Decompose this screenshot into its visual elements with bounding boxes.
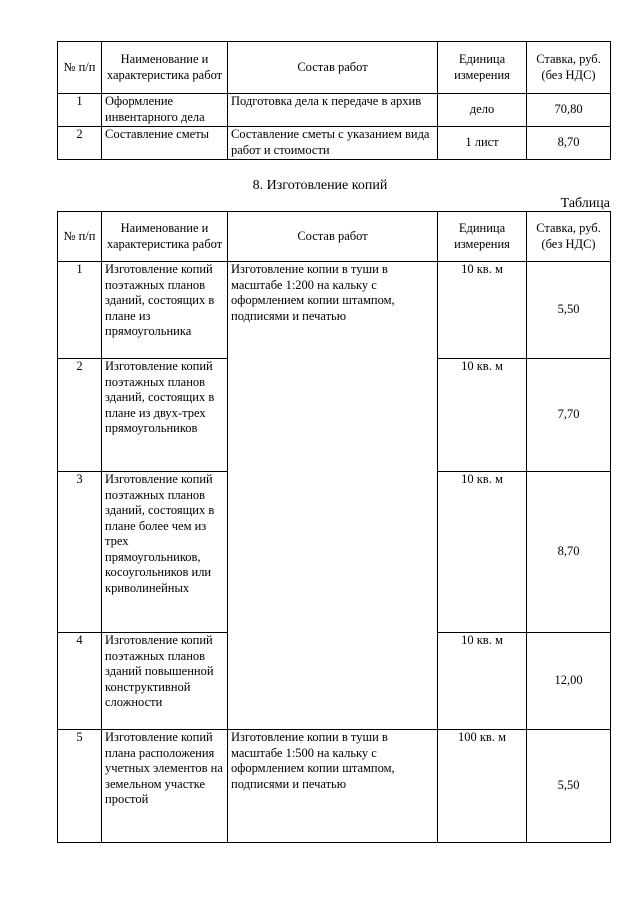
header-name: Наименование и характеристика работ	[102, 42, 228, 94]
cell-name: Составление сметы	[102, 127, 228, 160]
cell-unit: 10 кв. м	[438, 359, 527, 472]
cell-unit: 100 кв. м	[438, 730, 527, 843]
table-label: Таблица	[560, 196, 610, 211]
table-row	[58, 127, 611, 160]
cell-num: 1	[58, 262, 102, 359]
header-composition: Состав работ	[228, 212, 438, 262]
rates-table-1	[57, 41, 611, 160]
table-row	[58, 262, 611, 359]
cell-unit: 10 кв. м	[438, 633, 527, 730]
cell-num: 1	[58, 94, 102, 127]
cell-rate: 5,50	[527, 262, 611, 359]
header-composition: Состав работ	[228, 42, 438, 94]
cell-unit: дело	[438, 94, 527, 127]
cell-name: Изготовление копий поэтажных планов зданий, состоящих в плане из прямоугольника	[102, 262, 228, 359]
cell-rate: 8,70	[527, 472, 611, 633]
cell-composition: Подготовка дела к передаче в архив	[228, 94, 438, 127]
header-name: Наименование и характеристика работ	[102, 212, 228, 262]
cell-num: 3	[58, 472, 102, 633]
cell-rate: 8,70	[527, 127, 611, 160]
cell-composition: Изготовление копии в туши в масштабе 1:200 на кальку с оформлением копии штампом, подписями и печатью	[228, 262, 438, 730]
cell-num: 2	[58, 127, 102, 160]
cell-rate: 12,00	[527, 633, 611, 730]
cell-unit: 1 лист	[438, 127, 527, 160]
header-rate: Ставка, руб. (без НДС)	[527, 42, 611, 94]
header-num: № п/п	[58, 42, 102, 94]
section-title: 8. Изготовление копий	[252, 178, 388, 193]
header-rate: Ставка, руб. (без НДС)	[527, 212, 611, 262]
cell-name: Изготовление копий поэтажных планов зданий повышенной конструктивной сложности	[102, 633, 228, 730]
cell-rate: 70,80	[527, 94, 611, 127]
header-unit: Единица измерения	[438, 42, 527, 94]
cell-name: Изготовление копий плана расположения учетных элементов на земельном участке простой	[102, 730, 228, 843]
cell-num: 5	[58, 730, 102, 843]
header-num: № п/п	[58, 212, 102, 262]
cell-unit: 10 кв. м	[438, 262, 527, 359]
cell-rate: 5,50	[527, 730, 611, 843]
cell-name: Оформление инвентарного дела	[102, 94, 228, 127]
cell-num: 4	[58, 633, 102, 730]
cell-name: Изготовление копий поэтажных планов зданий, состоящих в плане более чем из трех прямоугольников, косоугольников или криволинейных	[102, 472, 228, 633]
cell-composition: Изготовление копии в туши в масштабе 1:500 на кальку с оформлением копии штампом, подписями и печатью	[228, 730, 438, 843]
table-row	[58, 730, 611, 843]
cell-unit: 10 кв. м	[438, 472, 527, 633]
header-unit: Единица измерения	[438, 212, 527, 262]
table-row	[58, 94, 611, 127]
rates-table-2	[57, 211, 611, 843]
cell-name: Изготовление копий поэтажных планов зданий, состоящих в плане из двух-трех прямоугольников	[102, 359, 228, 472]
cell-composition: Составление сметы с указанием вида работ и стоимости	[228, 127, 438, 160]
cell-rate: 7,70	[527, 359, 611, 472]
cell-num: 2	[58, 359, 102, 472]
